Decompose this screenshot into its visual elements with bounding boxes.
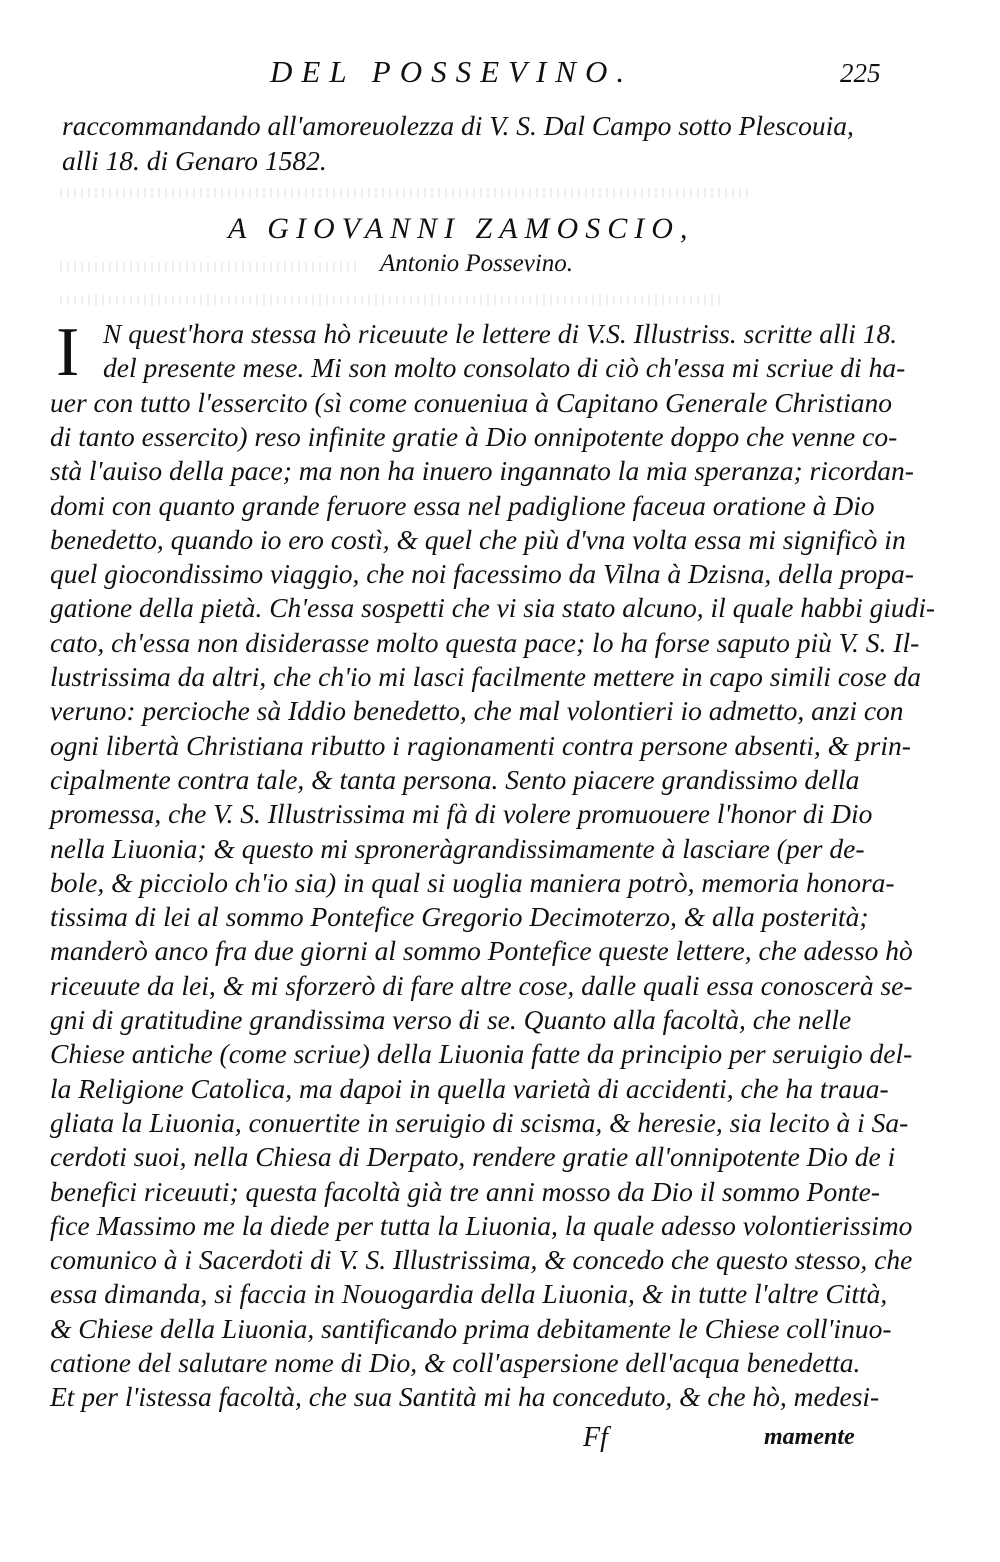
letter-heading: A GIOVANNI ZAMOSCIO, [228, 212, 695, 245]
closing-line: raccommandando all'amoreuolezza di V. S. Dal Campo sotto Plescouia, [62, 110, 854, 141]
body-line: gni di gratitudine grandissima verso di se. Quanto alla facoltà, che nelle [50, 1004, 852, 1035]
body-line: catione del salutare nome di Dio, & coll'aspersione dell'acqua benedetta. [50, 1347, 861, 1378]
body-line: fice Massimo me la diede per tutta la Liuonia, la quale adesso volontierissimo [50, 1209, 913, 1241]
page-number: 225 [840, 58, 881, 88]
bleed-through-mark [60, 188, 750, 198]
body-line: riceuute da lei, & mi sforzerò di fare altre cose, dalle quali essa conoscerà se- [50, 969, 913, 1001]
body-line: cipalmente contra tale, & tanta persona. Sento piacere grandissimo della [50, 763, 860, 795]
body-line: promessa, che V. S. Illustrissima mi fà di volere promuouere l'honor di Dio [50, 798, 873, 830]
closing-line: alli 18. di Genaro 1582. [62, 145, 327, 176]
body-line: veruno: percioche sà Iddio benedetto, che mal volontieri io admetto, anzi con [50, 695, 904, 727]
body-line: del presente mese. Mi son molto consolato di ciò ch'essa mi scriue di ha- [103, 352, 906, 384]
body-line: di tanto essercito) reso infinite gratie à Dio onnipotente doppo che venne co- [50, 420, 898, 452]
drop-cap: I [56, 314, 80, 391]
body-line: essa dimanda, si faccia in Nouogardia della Liuonia, & in tutte l'altre Città, [50, 1278, 888, 1310]
bleed-through-mark [60, 295, 720, 305]
body-line: benefici riceuuti; questa facoltà già tre anni mosso da Dio il sommo Ponte- [50, 1175, 880, 1207]
body-line: manderò anco fra due giorni al sommo Pontefice queste lettere, che adesso hò [50, 935, 913, 967]
body-line: domi con quanto grande feruore essa nel padiglione faceua oratione à Dio [50, 489, 875, 521]
body-line: bole, & picciolo ch'io sia) in qual si uoglia maniera potrò, memoria honora- [50, 866, 895, 898]
body-line: Et per l'istessa facoltà, che sua Santità mi ha conceduto, & che hò, medesi- [50, 1381, 880, 1413]
body-line: tissima di lei al sommo Pontefice Gregorio Decimoterzo, & alla posterità; [50, 901, 869, 933]
body-line: stà l'auiso della pace; ma non ha inuero ingannato la mia speranza; ricordan- [50, 455, 914, 487]
signature-mark: Ff [583, 1422, 608, 1453]
running-head: DEL POSSEVINO. [270, 54, 634, 89]
body-line: gliata la Liuonia, conuertite in seruigio di scisma, & heresie, sia lecito à i Sa- [50, 1106, 909, 1138]
body-line: la Religione Catolica, ma dapoi in quella varietà di accidenti, che ha traua- [50, 1072, 889, 1104]
body-line: cerdoti suoi, nella Chiesa di Derpato, rendere gratie all'onnipotente Dio de i [50, 1141, 896, 1173]
body-line: quel giocondissimo viaggio, che noi facessimo da Vilna à Dzisna, della propa- [50, 558, 914, 590]
body-line: gatione della pietà. Ch'essa sospetti che vi sia stato alcuno, il quale habbi giudi- [50, 592, 936, 624]
body-line: lustrissima da altri, che ch'io mi lasci facilmente mettere in capo simili cose da [50, 661, 921, 692]
body-line: benedetto, quando io ero costì, & quel che più d'vna volta essa mi significò in [50, 523, 906, 555]
body-line: uer con tutto l'essercito (sì come conueniua à Capitano Generale Christiano [50, 386, 892, 418]
letter-subheading: Antonio Possevino. [380, 250, 574, 277]
body-line: Chiese antiche (come scriue) della Liuonia fatte da principio per seruigio del- [50, 1038, 913, 1070]
bleed-through-mark [60, 262, 360, 272]
body-line: comunico à i Sacerdoti di V. S. Illustrissima, & concedo che questo stesso, che [50, 1244, 913, 1276]
body-line: ogni libertà Christiana ributto i ragionamenti contra persone absenti, & prin- [50, 729, 911, 761]
body-line: nella Liuonia; & questo mi sproneràgrandissimamente à lasciare (per de- [50, 832, 865, 864]
body-line: N quest'hora stessa hò riceuute le lettere di V.S. Illustriss. scritte alli 18. [103, 318, 898, 349]
body-line: & Chiese della Liuonia, santificando prima debitamente le Chiese coll'inuo- [50, 1312, 892, 1344]
catchword: mamente [764, 1424, 855, 1450]
body-line: cato, ch'essa non disiderasse molto questa pace; lo ha forse saputo più V. S. Il- [50, 626, 920, 658]
